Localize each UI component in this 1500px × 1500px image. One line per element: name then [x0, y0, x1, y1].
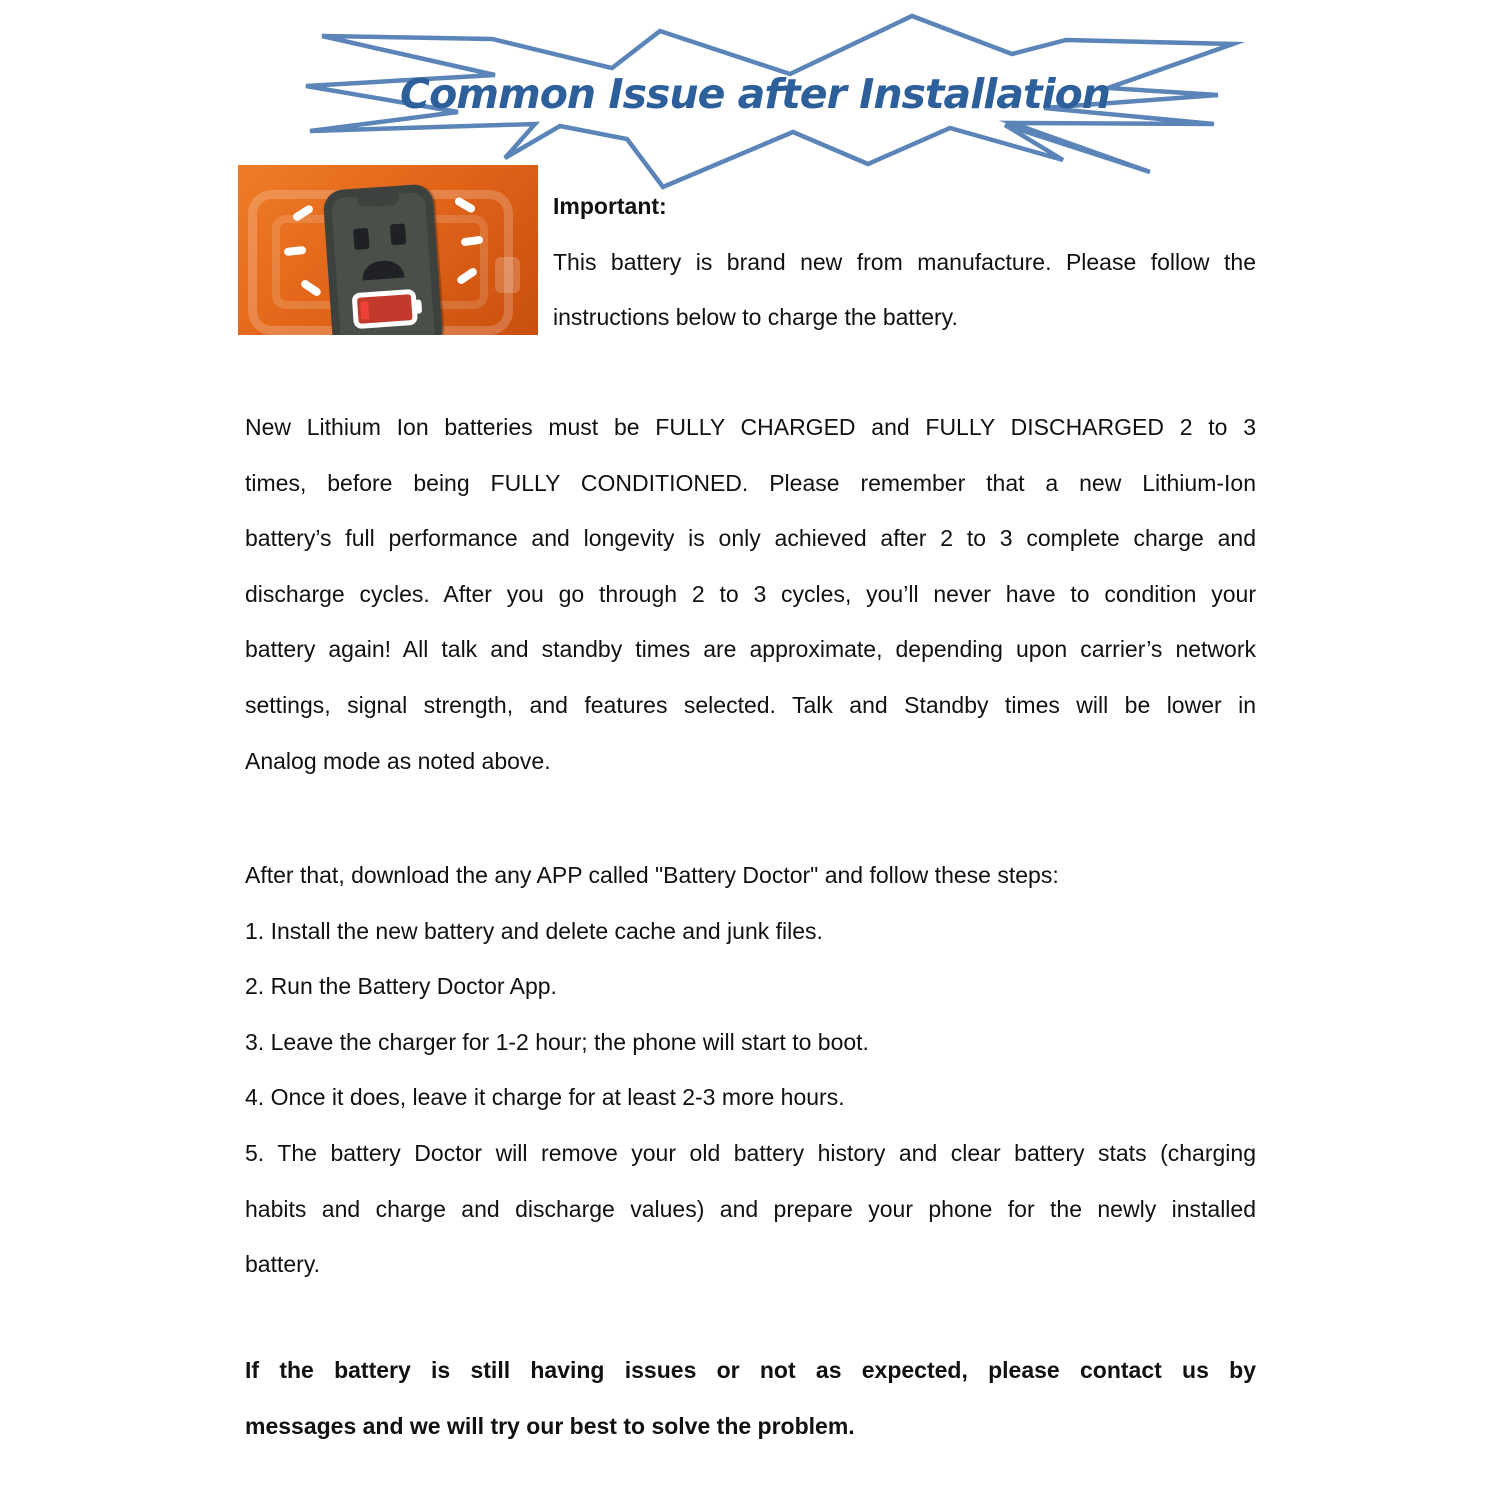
battery-doctor-steps [245, 848, 1256, 1293]
text-line: This battery is brand new from manufacture. Please follow the [553, 248, 1256, 275]
text-line: 4. Once it does, leave it charge for at least 2-3 more hours. [245, 1084, 845, 1111]
page-title: Common Issue after Installation [400, 70, 1110, 118]
text-line: discharge cycles. After you go through 2 to 3 cycles, you’ll never have to condition your [245, 580, 1256, 607]
text-line: instructions below to charge the battery. [553, 304, 958, 331]
text-line: If the battery is still having issues or not as expected, please contact us by [245, 1357, 1256, 1383]
text-line: battery. [245, 1251, 320, 1278]
low-battery-illustration [238, 165, 538, 335]
text-line: 1. Install the new battery and delete cache and junk files. [245, 917, 823, 944]
text-line: settings, signal strength, and features selected. Talk and Standby times will be lower in [245, 691, 1256, 718]
text-line: battery again! All talk and standby times are approximate, depending upon carrier’s network [245, 636, 1256, 663]
low-battery-icon [352, 289, 418, 329]
phone-eye-icon [390, 223, 406, 245]
text-line: 2. Run the Battery Doctor App. [245, 973, 557, 1000]
text-line: New Lithium Ion batteries must be FULLY CHARGED and FULLY DISCHARGED 2 to 3 [245, 414, 1256, 440]
important-body [553, 235, 1256, 346]
sad-phone-icon [322, 183, 443, 335]
phone-frown-icon [361, 260, 404, 281]
phone-eye-icon [353, 228, 369, 250]
phone-screen [331, 192, 435, 335]
text-line: habits and charge and discharge values) and prepare your phone for the newly installed [245, 1195, 1256, 1222]
phone-notch [357, 194, 400, 208]
conditioning-paragraph [245, 400, 1256, 789]
text-line: Analog mode as noted above. [245, 747, 551, 774]
text-line: messages and we will try our best to solve the problem. [245, 1412, 855, 1439]
text-line: times, before being FULLY CONDITIONED. Please remember that a new Lithium-Ion [245, 469, 1256, 496]
text-line: 3. Leave the charger for 1-2 hour; the phone will start to boot. [245, 1028, 869, 1055]
battery-level-bar [360, 301, 369, 320]
text-line: After that, download the any APP called "Battery Doctor" and follow these steps: [245, 862, 1059, 888]
important-heading: Important: [553, 193, 667, 219]
contact-footer [245, 1343, 1256, 1454]
text-line: 5. The battery Doctor will remove your old battery history and clear battery stats (charging [245, 1139, 1256, 1166]
important-section [553, 179, 1256, 346]
battery-watermark-nub [495, 257, 520, 293]
text-line: battery’s full performance and longevity is only achieved after 2 to 3 complete charge and [245, 525, 1256, 552]
battery-nub [415, 299, 422, 313]
